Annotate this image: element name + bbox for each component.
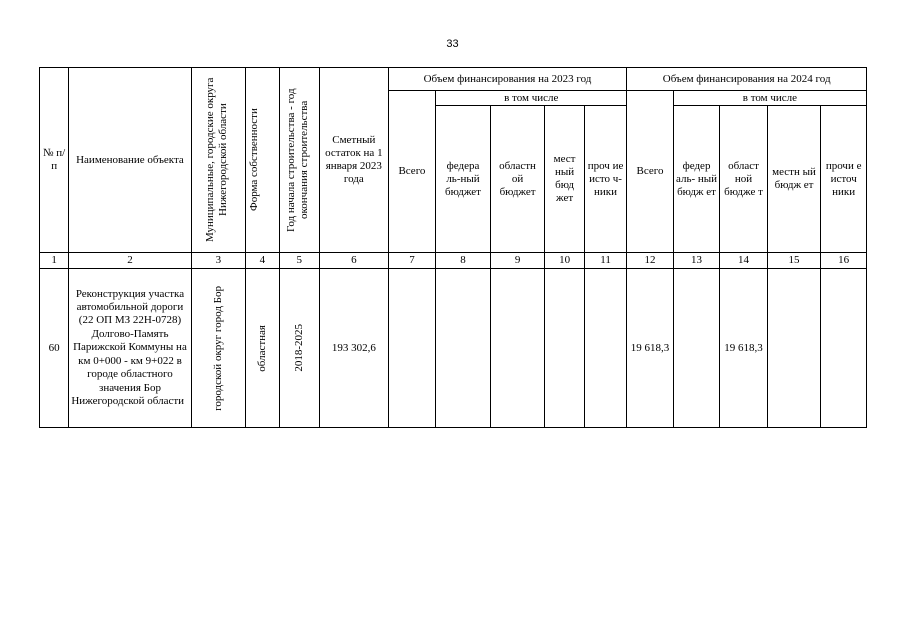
header-years-text: Год начала строительства - год окончания строительства	[285, 88, 311, 232]
header-municipality	[191, 68, 246, 253]
column-number: 7	[388, 253, 436, 269]
header-fed-2023: федера ль-ный бюджет	[436, 106, 491, 253]
header-proch-2024: прочи е источ ники	[821, 106, 867, 253]
ownership-cell	[246, 269, 279, 428]
column-number: 2	[69, 253, 191, 269]
header-municipality-text: Муниципальные, городские округа Нижегородской области	[204, 77, 230, 243]
obl-2023-value	[490, 269, 545, 428]
proch-2023-value	[584, 269, 627, 428]
column-number: 10	[545, 253, 584, 269]
municipality-cell	[191, 269, 246, 428]
obl-2024-value: 19 618,3	[720, 269, 768, 428]
column-number: 1	[40, 253, 69, 269]
years-cell	[279, 269, 319, 428]
header-incl-2024: в том числе	[673, 91, 866, 106]
mest-2024-value	[767, 269, 821, 428]
column-number: 14	[720, 253, 768, 269]
column-number: 16	[821, 253, 867, 269]
total-2023-value	[388, 269, 436, 428]
header-ownership	[246, 68, 279, 253]
object-name: Реконструкция участка автомобильной дороги (22 ОП МЗ 22Н-0728) Долгово-Память Парижской Коммуны на км 0+000 - км 9+022 в городе областного значения Бор Нижегородской области	[69, 269, 191, 428]
header-fed-2024: федер аль- ный бюдж ет	[673, 106, 719, 253]
total-2024-value: 19 618,3	[627, 269, 673, 428]
header-incl-2023: в том числе	[436, 91, 627, 106]
header-proch-2023: проч ие исто ч- ники	[584, 106, 627, 253]
header-total-2023: Всего	[388, 91, 436, 253]
column-number: 9	[490, 253, 545, 269]
fed-2023-value	[436, 269, 491, 428]
header-remaining: Сметный остаток на 1 января 2023 года	[319, 68, 388, 253]
ownership-text: областная	[255, 324, 268, 372]
years-text: 2018-2025	[292, 324, 305, 372]
proch-2024-value	[821, 269, 867, 428]
header-years	[279, 68, 319, 253]
column-number: 13	[673, 253, 719, 269]
table-row	[40, 269, 867, 428]
remaining-value: 193 302,6	[319, 269, 388, 428]
header-group-2024: Объем финансирования на 2024 год	[627, 68, 867, 91]
column-number: 5	[279, 253, 319, 269]
row-num: 60	[40, 269, 69, 428]
mest-2023-value	[545, 269, 584, 428]
column-number: 4	[246, 253, 279, 269]
header-total-2024: Всего	[627, 91, 673, 253]
column-number: 3	[191, 253, 246, 269]
column-number: 8	[436, 253, 491, 269]
column-number: 15	[767, 253, 821, 269]
column-number: 6	[319, 253, 388, 269]
page-number: 33	[446, 38, 459, 50]
header-obl-2023: областн ой бюджет	[490, 106, 545, 253]
fed-2024-value	[673, 269, 719, 428]
header-mest-2024: местн ый бюдж ет	[767, 106, 821, 253]
financing-table	[39, 67, 867, 428]
header-name: Наименование объекта	[69, 68, 191, 253]
header-group-2023: Объем финансирования на 2023 год	[388, 68, 627, 91]
column-number: 11	[584, 253, 627, 269]
column-number: 12	[627, 253, 673, 269]
header-ownership-text: Форма собственности	[248, 108, 261, 212]
municipality-text: городской округ город Бор	[211, 285, 224, 411]
header-mest-2023: мест ный бюд жет	[545, 106, 584, 253]
header-num: № п/п	[40, 68, 69, 253]
header-obl-2024: област ной бюдже т	[720, 106, 768, 253]
